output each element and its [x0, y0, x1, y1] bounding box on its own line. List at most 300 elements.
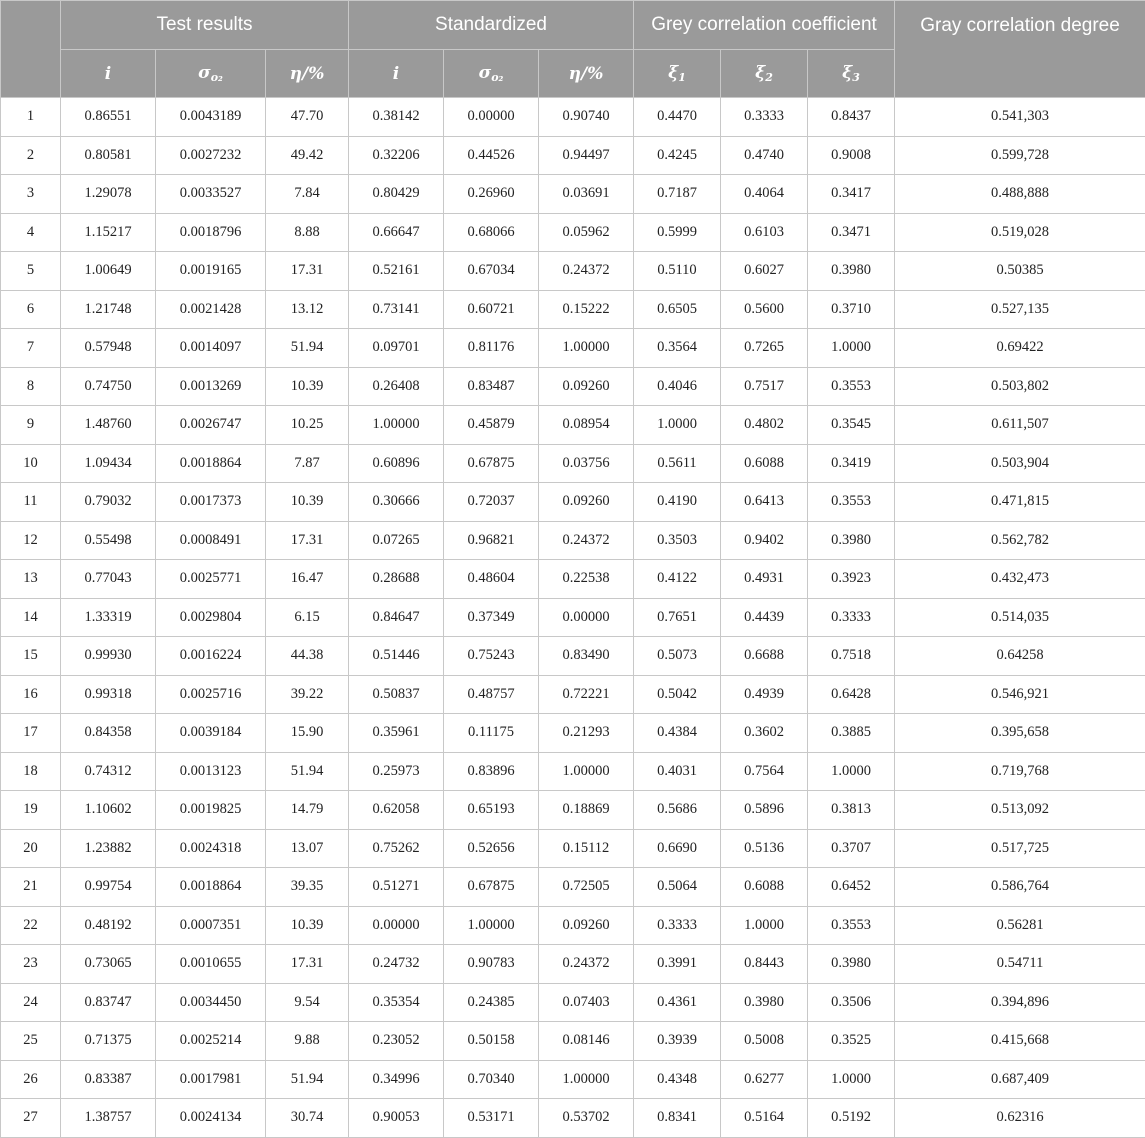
table-cell: 1.0000	[634, 406, 721, 445]
column-header	[539, 50, 634, 98]
table-cell: 39.22	[266, 675, 349, 714]
table-cell: 0.0043189	[156, 98, 266, 137]
table-cell: 0.599,728	[895, 136, 1145, 175]
row-index-cell: 21	[1, 868, 61, 907]
table-cell: 0.0013123	[156, 752, 266, 791]
table-cell: 0.6413	[721, 483, 808, 522]
table-cell: 0.514,035	[895, 598, 1145, 637]
table-cell: 0.3602	[721, 714, 808, 753]
table-cell: 0.55498	[61, 521, 156, 560]
table-cell: 0.0024134	[156, 1099, 266, 1138]
table-cell: 0.38142	[349, 98, 444, 137]
table-cell: 0.6690	[634, 829, 721, 868]
table-cell: 0.3885	[808, 714, 895, 753]
table-cell: 0.90053	[349, 1099, 444, 1138]
table-cell: 0.5042	[634, 675, 721, 714]
table-cell: 0.0033527	[156, 175, 266, 214]
table-cell: 0.64258	[895, 637, 1145, 676]
table-cell: 1.33319	[61, 598, 156, 637]
table-cell: 0.0039184	[156, 714, 266, 753]
table-cell: 0.503,904	[895, 444, 1145, 483]
table-cell: 10.25	[266, 406, 349, 445]
table-cell: 0.24385	[444, 983, 539, 1022]
table-cell: 0.60896	[349, 444, 444, 483]
column-header	[266, 50, 349, 98]
column-header-symbol: ξ	[668, 63, 678, 83]
table-cell: 0.51446	[349, 637, 444, 676]
row-index-cell: 16	[1, 675, 61, 714]
column-header	[634, 50, 721, 98]
table-cell: 0.99318	[61, 675, 156, 714]
table-cell: 0.80429	[349, 175, 444, 214]
table-row	[1, 290, 1145, 329]
table-cell: 0.99930	[61, 637, 156, 676]
row-index-cell: 23	[1, 945, 61, 984]
table-cell: 0.6688	[721, 637, 808, 676]
table-cell: 0.83896	[444, 752, 539, 791]
table-cell: 0.3980	[808, 521, 895, 560]
table-cell: 0.503,802	[895, 367, 1145, 406]
table-cell: 0.83747	[61, 983, 156, 1022]
table-cell: 0.5073	[634, 637, 721, 676]
table-cell: 0.0026747	[156, 406, 266, 445]
table-cell: 0.0021428	[156, 290, 266, 329]
table-cell: 0.26960	[444, 175, 539, 214]
table-cell: 0.719,768	[895, 752, 1145, 791]
table-row	[1, 983, 1145, 1022]
table-row	[1, 521, 1145, 560]
table-cell: 0.415,668	[895, 1022, 1145, 1061]
table-row	[1, 714, 1145, 753]
table-cell: 0.53702	[539, 1099, 634, 1138]
row-index-cell: 20	[1, 829, 61, 868]
table-row	[1, 791, 1145, 830]
table-cell: 47.70	[266, 98, 349, 137]
column-header-symbol: η/%	[569, 64, 604, 84]
table-cell: 0.90740	[539, 98, 634, 137]
table-cell: 0.7187	[634, 175, 721, 214]
table-cell: 0.6505	[634, 290, 721, 329]
table-cell: 0.5999	[634, 213, 721, 252]
table-cell: 0.687,409	[895, 1060, 1145, 1099]
table-cell: 0.3525	[808, 1022, 895, 1061]
table-cell: 0.519,028	[895, 213, 1145, 252]
table-cell: 0.7651	[634, 598, 721, 637]
table-cell: 0.3503	[634, 521, 721, 560]
table-cell: 0.0013269	[156, 367, 266, 406]
table-cell: 10.39	[266, 483, 349, 522]
table-cell: 1.0000	[808, 329, 895, 368]
table-cell: 0.432,473	[895, 560, 1145, 599]
table-cell: 51.94	[266, 752, 349, 791]
header-index-cell	[1, 1, 61, 98]
table-row	[1, 560, 1145, 599]
table-cell: 0.83387	[61, 1060, 156, 1099]
table-cell: 0.0014097	[156, 329, 266, 368]
column-header-symbol: η/%	[290, 64, 325, 84]
table-cell: 1.00000	[349, 406, 444, 445]
column-header-symbol: ξ	[755, 63, 765, 83]
table-row	[1, 868, 1145, 907]
table-cell: 0.0029804	[156, 598, 266, 637]
table-cell: 0.09701	[349, 329, 444, 368]
table-cell: 0.24372	[539, 945, 634, 984]
table-cell: 0.71375	[61, 1022, 156, 1061]
table-cell: 0.6103	[721, 213, 808, 252]
table-cell: 17.31	[266, 521, 349, 560]
table-cell: 0.74750	[61, 367, 156, 406]
table-cell: 0.99754	[61, 868, 156, 907]
table-cell: 1.00000	[539, 329, 634, 368]
table-cell: 1.0000	[808, 752, 895, 791]
table-cell: 0.52656	[444, 829, 539, 868]
table-cell: 0.73065	[61, 945, 156, 984]
row-index-cell: 18	[1, 752, 61, 791]
column-header	[61, 50, 156, 98]
table-cell: 1.10602	[61, 791, 156, 830]
row-index-cell: 22	[1, 906, 61, 945]
table-cell: 9.88	[266, 1022, 349, 1061]
table-cell: 0.3939	[634, 1022, 721, 1061]
header-gray-correlation-degree: Gray correlation degree	[895, 1, 1145, 98]
table-cell: 0.6027	[721, 252, 808, 291]
table-cell: 0.09260	[539, 483, 634, 522]
table-cell: 1.09434	[61, 444, 156, 483]
table-cell: 0.0018796	[156, 213, 266, 252]
table-row	[1, 136, 1145, 175]
table-cell: 0.0025716	[156, 675, 266, 714]
column-header-symbol: σ	[479, 63, 492, 83]
table-cell: 0.08146	[539, 1022, 634, 1061]
table-cell: 0.6428	[808, 675, 895, 714]
table-cell: 0.3333	[721, 98, 808, 137]
table-cell: 0.0016224	[156, 637, 266, 676]
row-index-cell: 6	[1, 290, 61, 329]
row-index-cell: 15	[1, 637, 61, 676]
column-header-subscript: o₂	[491, 71, 503, 84]
table-cell: 0.72505	[539, 868, 634, 907]
table-cell: 0.4122	[634, 560, 721, 599]
table-row	[1, 329, 1145, 368]
table-cell: 0.75243	[444, 637, 539, 676]
table-row	[1, 213, 1145, 252]
table-cell: 0.35354	[349, 983, 444, 1022]
table-cell: 0.21293	[539, 714, 634, 753]
table-row	[1, 1099, 1145, 1138]
table-cell: 1.23882	[61, 829, 156, 868]
row-index-cell: 14	[1, 598, 61, 637]
table-cell: 0.4939	[721, 675, 808, 714]
table-row	[1, 945, 1145, 984]
table-cell: 0.7518	[808, 637, 895, 676]
row-index-cell: 4	[1, 213, 61, 252]
table-cell: 0.394,896	[895, 983, 1145, 1022]
header-group-row	[1, 1, 1145, 50]
table-cell: 0.9402	[721, 521, 808, 560]
table-cell: 0.7517	[721, 367, 808, 406]
table-cell: 0.3710	[808, 290, 895, 329]
table-cell: 0.18869	[539, 791, 634, 830]
table-cell: 0.8443	[721, 945, 808, 984]
table-cell: 0.3980	[721, 983, 808, 1022]
table-cell: 9.54	[266, 983, 349, 1022]
table-cell: 0.0034450	[156, 983, 266, 1022]
table-cell: 1.21748	[61, 290, 156, 329]
table-cell: 51.94	[266, 329, 349, 368]
table-cell: 0.4031	[634, 752, 721, 791]
table-cell: 0.0007351	[156, 906, 266, 945]
table-cell: 0.08954	[539, 406, 634, 445]
column-header-subscript: 1	[678, 71, 686, 84]
table-cell: 0.62058	[349, 791, 444, 830]
row-index-cell: 11	[1, 483, 61, 522]
table-cell: 0.6277	[721, 1060, 808, 1099]
table-cell: 0.62316	[895, 1099, 1145, 1138]
table-cell: 0.66647	[349, 213, 444, 252]
table-cell: 0.0019825	[156, 791, 266, 830]
table-cell: 0.3707	[808, 829, 895, 868]
table-cell: 1.00000	[539, 1060, 634, 1099]
table-row	[1, 483, 1145, 522]
column-header	[444, 50, 539, 98]
table-row	[1, 1060, 1145, 1099]
table-row	[1, 829, 1145, 868]
table-cell: 0.488,888	[895, 175, 1145, 214]
table-row	[1, 367, 1145, 406]
table-row	[1, 752, 1145, 791]
table-cell: 0.6452	[808, 868, 895, 907]
table-cell: 10.39	[266, 367, 349, 406]
column-header-subscript: o₂	[211, 71, 223, 84]
table-cell: 0.15112	[539, 829, 634, 868]
table-cell: 0.4470	[634, 98, 721, 137]
table-cell: 0.26408	[349, 367, 444, 406]
table-cell: 0.44526	[444, 136, 539, 175]
table-cell: 0.3417	[808, 175, 895, 214]
table-cell: 0.80581	[61, 136, 156, 175]
column-header-subscript: 2	[765, 71, 773, 84]
row-index-cell: 26	[1, 1060, 61, 1099]
table-cell: 1.38757	[61, 1099, 156, 1138]
table-row	[1, 175, 1145, 214]
table-cell: 0.5192	[808, 1099, 895, 1138]
table-cell: 0.72037	[444, 483, 539, 522]
table-cell: 0.3553	[808, 367, 895, 406]
header-test-results: Test results	[61, 1, 349, 50]
table-cell: 0.471,815	[895, 483, 1145, 522]
table-cell: 0.0018864	[156, 868, 266, 907]
table-cell: 0.96821	[444, 521, 539, 560]
table-cell: 0.09260	[539, 906, 634, 945]
table-cell: 0.395,658	[895, 714, 1145, 753]
table-cell: 0.11175	[444, 714, 539, 753]
table-cell: 0.4064	[721, 175, 808, 214]
table-cell: 0.5600	[721, 290, 808, 329]
table-cell: 0.51271	[349, 868, 444, 907]
table-cell: 17.31	[266, 252, 349, 291]
table-cell: 0.83490	[539, 637, 634, 676]
table-cell: 0.8341	[634, 1099, 721, 1138]
table-cell: 0.84358	[61, 714, 156, 753]
table-cell: 0.4245	[634, 136, 721, 175]
table-cell: 0.5136	[721, 829, 808, 868]
table-cell: 0.4361	[634, 983, 721, 1022]
table-cell: 1.00000	[539, 752, 634, 791]
column-header	[808, 50, 895, 98]
table-cell: 1.48760	[61, 406, 156, 445]
table-cell: 0.3980	[808, 252, 895, 291]
column-header	[349, 50, 444, 98]
table-cell: 0.3813	[808, 791, 895, 830]
table-cell: 16.47	[266, 560, 349, 599]
table-cell: 0.53171	[444, 1099, 539, 1138]
table-cell: 0.77043	[61, 560, 156, 599]
table-cell: 0.32206	[349, 136, 444, 175]
table-cell: 0.0019165	[156, 252, 266, 291]
table-cell: 0.0017981	[156, 1060, 266, 1099]
table-cell: 0.4931	[721, 560, 808, 599]
table-cell: 0.25973	[349, 752, 444, 791]
column-header-subscript: 3	[852, 71, 860, 84]
header-grey-correlation-coefficient: Grey correlation coefficient	[634, 1, 895, 50]
row-index-cell: 3	[1, 175, 61, 214]
table-cell: 0.52161	[349, 252, 444, 291]
table-cell: 0.84647	[349, 598, 444, 637]
table-cell: 0.37349	[444, 598, 539, 637]
table-cell: 0.5686	[634, 791, 721, 830]
table-cell: 0.48192	[61, 906, 156, 945]
row-index-cell: 17	[1, 714, 61, 753]
table-row	[1, 598, 1145, 637]
table-cell: 0.5110	[634, 252, 721, 291]
table-cell: 0.513,092	[895, 791, 1145, 830]
table-cell: 0.6088	[721, 444, 808, 483]
column-header-symbol: i	[393, 64, 399, 84]
table-cell: 0.72221	[539, 675, 634, 714]
row-index-cell: 1	[1, 98, 61, 137]
table-cell: 1.00000	[444, 906, 539, 945]
table-cell: 0.79032	[61, 483, 156, 522]
table-cell: 6.15	[266, 598, 349, 637]
table-cell: 0.4802	[721, 406, 808, 445]
table-cell: 0.03756	[539, 444, 634, 483]
table-cell: 0.22538	[539, 560, 634, 599]
table-cell: 0.35961	[349, 714, 444, 753]
table-cell: 0.3333	[634, 906, 721, 945]
table-row	[1, 1022, 1145, 1061]
header-standardized: Standardized	[349, 1, 634, 50]
row-index-cell: 25	[1, 1022, 61, 1061]
row-index-cell: 10	[1, 444, 61, 483]
table-cell: 1.15217	[61, 213, 156, 252]
table-cell: 7.84	[266, 175, 349, 214]
table-row	[1, 637, 1145, 676]
table-cell: 0.3980	[808, 945, 895, 984]
table-cell: 0.7564	[721, 752, 808, 791]
table-cell: 0.3419	[808, 444, 895, 483]
table-cell: 7.87	[266, 444, 349, 483]
table-cell: 0.00000	[539, 598, 634, 637]
table-cell: 0.24372	[539, 521, 634, 560]
table-cell: 0.611,507	[895, 406, 1145, 445]
table-cell: 0.48757	[444, 675, 539, 714]
table-cell: 0.0025771	[156, 560, 266, 599]
row-index-cell: 24	[1, 983, 61, 1022]
table-cell: 0.5008	[721, 1022, 808, 1061]
table-cell: 0.0018864	[156, 444, 266, 483]
table-cell: 0.07403	[539, 983, 634, 1022]
table-cell: 0.24372	[539, 252, 634, 291]
table-cell: 1.0000	[721, 906, 808, 945]
table-cell: 17.31	[266, 945, 349, 984]
table-body	[1, 98, 1145, 1138]
table-cell: 0.3506	[808, 983, 895, 1022]
table-row	[1, 252, 1145, 291]
table-cell: 0.4190	[634, 483, 721, 522]
table-row	[1, 675, 1145, 714]
table-cell: 0.86551	[61, 98, 156, 137]
table-cell: 44.38	[266, 637, 349, 676]
table-cell: 0.50385	[895, 252, 1145, 291]
row-index-cell: 19	[1, 791, 61, 830]
table-cell: 0.50837	[349, 675, 444, 714]
table-cell: 0.74312	[61, 752, 156, 791]
table-cell: 14.79	[266, 791, 349, 830]
table-cell: 0.0008491	[156, 521, 266, 560]
table-cell: 0.90783	[444, 945, 539, 984]
table-cell: 0.3471	[808, 213, 895, 252]
table-cell: 0.34996	[349, 1060, 444, 1099]
table-cell: 1.00649	[61, 252, 156, 291]
table-cell: 0.28688	[349, 560, 444, 599]
table-cell: 0.73141	[349, 290, 444, 329]
table-cell: 0.30666	[349, 483, 444, 522]
table-cell: 0.03691	[539, 175, 634, 214]
table-cell: 0.4046	[634, 367, 721, 406]
table-cell: 0.7265	[721, 329, 808, 368]
table-cell: 0.57948	[61, 329, 156, 368]
table-cell: 8.88	[266, 213, 349, 252]
table-cell: 0.00000	[444, 98, 539, 137]
table-cell: 0.65193	[444, 791, 539, 830]
table-cell: 0.5896	[721, 791, 808, 830]
table-cell: 0.48604	[444, 560, 539, 599]
table-cell: 0.67875	[444, 444, 539, 483]
table-cell: 0.0024318	[156, 829, 266, 868]
row-index-cell: 8	[1, 367, 61, 406]
table-cell: 0.54711	[895, 945, 1145, 984]
row-index-cell: 9	[1, 406, 61, 445]
table-cell: 0.60721	[444, 290, 539, 329]
table-cell: 0.07265	[349, 521, 444, 560]
table-cell: 0.09260	[539, 367, 634, 406]
table-cell: 0.69422	[895, 329, 1145, 368]
table-cell: 0.0027232	[156, 136, 266, 175]
table-cell: 0.4384	[634, 714, 721, 753]
table-cell: 13.12	[266, 290, 349, 329]
table-cell: 0.546,921	[895, 675, 1145, 714]
table-cell: 0.75262	[349, 829, 444, 868]
table-row	[1, 406, 1145, 445]
table-cell: 0.15222	[539, 290, 634, 329]
table-row	[1, 98, 1145, 137]
row-index-cell: 12	[1, 521, 61, 560]
table-cell: 0.3923	[808, 560, 895, 599]
table-cell: 0.4439	[721, 598, 808, 637]
table-header	[1, 1, 1145, 98]
table-cell: 0.70340	[444, 1060, 539, 1099]
table-cell: 0.94497	[539, 136, 634, 175]
